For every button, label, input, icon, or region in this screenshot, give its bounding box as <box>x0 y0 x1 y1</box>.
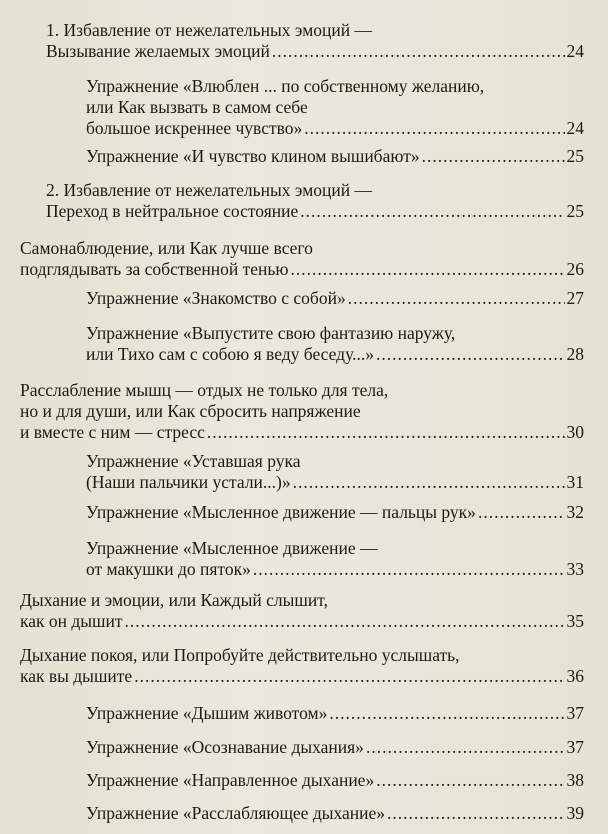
toc-entry <box>86 803 584 824</box>
toc-entry <box>86 538 584 580</box>
page-number: 24 <box>566 118 584 138</box>
toc-entry-title: как вы дышите <box>20 666 133 686</box>
dot-leader <box>376 344 565 365</box>
toc-entry-line: Дыхание и эмоции, или Каждый слышит, <box>20 590 328 610</box>
toc-entry-title: Переход в нейтральное состояние <box>46 201 299 221</box>
page-number: 38 <box>566 770 584 790</box>
dot-leader <box>478 502 565 523</box>
toc-entry <box>86 703 584 724</box>
toc-entry-last-line <box>86 288 584 309</box>
toc-entry-last-line <box>86 146 584 167</box>
dot-leader <box>300 201 564 222</box>
page-number: 27 <box>566 288 584 308</box>
dot-leader <box>387 803 564 824</box>
page-number: 24 <box>566 41 584 61</box>
dot-leader <box>272 41 565 62</box>
toc-entry-title: Упражнение «Осознавание дыхания» <box>86 737 364 757</box>
dot-leader <box>329 703 564 724</box>
page-number: 32 <box>566 502 584 522</box>
toc-entry-title: Вызывание желаемых эмоций <box>46 41 270 61</box>
toc-entry-line: Упражнение «Мысленное движение — <box>86 538 378 558</box>
toc-entry-line: Упражнение «Выпустите свою фантазию наружу, <box>86 323 456 343</box>
toc-entry <box>86 770 584 791</box>
toc-entry-title: Упражнение «Расслабляющее дыхание» <box>86 803 386 823</box>
toc-entry-last-line <box>86 472 584 493</box>
toc-entry-title: от макушки до пяток» <box>86 559 251 579</box>
toc-entry-last-line <box>86 703 584 724</box>
dot-leader <box>366 737 565 758</box>
toc-entry-last-line <box>46 201 584 222</box>
toc-entry <box>20 590 584 632</box>
toc-entry <box>86 76 584 139</box>
dot-leader <box>134 666 564 687</box>
toc-entry-title: или Тихо сам с собою я веду беседу...» <box>86 344 374 364</box>
page-number: 30 <box>566 422 584 442</box>
dot-leader <box>290 259 564 280</box>
toc-entry-title: Упражнение «И чувство клином вышибают» <box>86 146 420 166</box>
toc-entry-last-line <box>20 611 584 632</box>
page-number: 25 <box>566 201 584 221</box>
toc-entry <box>86 323 584 365</box>
dot-leader <box>376 770 564 791</box>
page-number: 25 <box>566 146 584 166</box>
dot-leader <box>253 559 565 580</box>
toc-entry-line: 1. Избавление от нежелательных эмоций — <box>46 20 373 40</box>
toc-entry-line: Расслабление мышц — отдых не только для тела, <box>20 380 389 400</box>
toc-entry-line: Упражнение «Влюблен ... по собственному желанию, <box>86 76 485 96</box>
toc-entry-last-line <box>20 666 584 687</box>
dot-leader <box>125 611 565 632</box>
toc-entry-last-line <box>20 259 584 280</box>
page-number: 33 <box>566 559 584 579</box>
page-number: 37 <box>566 737 584 757</box>
page-number: 31 <box>566 472 584 492</box>
toc-entry-title: Упражнение «Знакомство с собой» <box>86 288 346 308</box>
toc-entry <box>20 238 584 280</box>
page-number: 28 <box>566 344 584 364</box>
toc-entry-line: 2. Избавление от нежелательных эмоций — <box>46 180 373 200</box>
toc-entry-title: (Наши пальчики устали...)» <box>86 472 291 492</box>
toc-entry-line: но и для души, или Как сбросить напряжение <box>20 401 361 421</box>
toc-entry-last-line <box>86 344 584 365</box>
dot-leader <box>348 288 565 309</box>
toc-entry-last-line <box>86 737 584 758</box>
toc-entry-title: как он дышит <box>20 611 123 631</box>
page-number: 35 <box>566 611 584 631</box>
toc-entry-last-line <box>20 422 584 443</box>
dot-leader <box>304 118 564 139</box>
toc-entry <box>86 502 584 523</box>
toc-entry-line: Упражнение «Уставшая рука <box>86 451 301 471</box>
dot-leader <box>293 472 565 493</box>
toc-entry <box>86 288 584 309</box>
toc-entry <box>86 451 584 493</box>
page-number: 39 <box>566 803 584 823</box>
toc-entry <box>86 146 584 167</box>
dot-leader <box>207 422 565 443</box>
toc-entry-last-line <box>86 502 584 523</box>
toc-entry <box>20 380 584 443</box>
toc-entry-line: Самонаблюдение, или Как лучше всего <box>20 238 313 258</box>
toc-entry-title: Упражнение «Мысленное движение — пальцы рук» <box>86 502 476 522</box>
toc-entry <box>46 20 584 62</box>
toc-entry-last-line <box>86 559 584 580</box>
page-number: 26 <box>566 259 584 279</box>
page-number: 36 <box>566 666 584 686</box>
toc-entry <box>86 737 584 758</box>
page-number: 37 <box>566 703 584 723</box>
toc-entry-title: Упражнение «Дышим животом» <box>86 703 328 723</box>
toc-entry-last-line <box>86 803 584 824</box>
toc-entry-line: Дыхание покоя, или Попробуйте действительно услышать, <box>20 645 460 665</box>
toc-entry-title: большое искреннее чувство» <box>86 118 303 138</box>
toc-entry <box>46 180 584 222</box>
dot-leader <box>422 146 565 167</box>
toc-entry-line: или Как вызвать в самом себе <box>86 97 308 117</box>
toc-entry-title: подглядывать за собственной тенью <box>20 259 289 279</box>
toc-entry-title: Упражнение «Направленное дыхание» <box>86 770 375 790</box>
toc-entry <box>20 645 584 687</box>
toc-entry-title: и вместе с ним — стресс <box>20 422 205 442</box>
toc-entry-last-line <box>46 41 584 62</box>
toc-entry-last-line <box>86 770 584 791</box>
toc-entry-last-line <box>86 118 584 139</box>
